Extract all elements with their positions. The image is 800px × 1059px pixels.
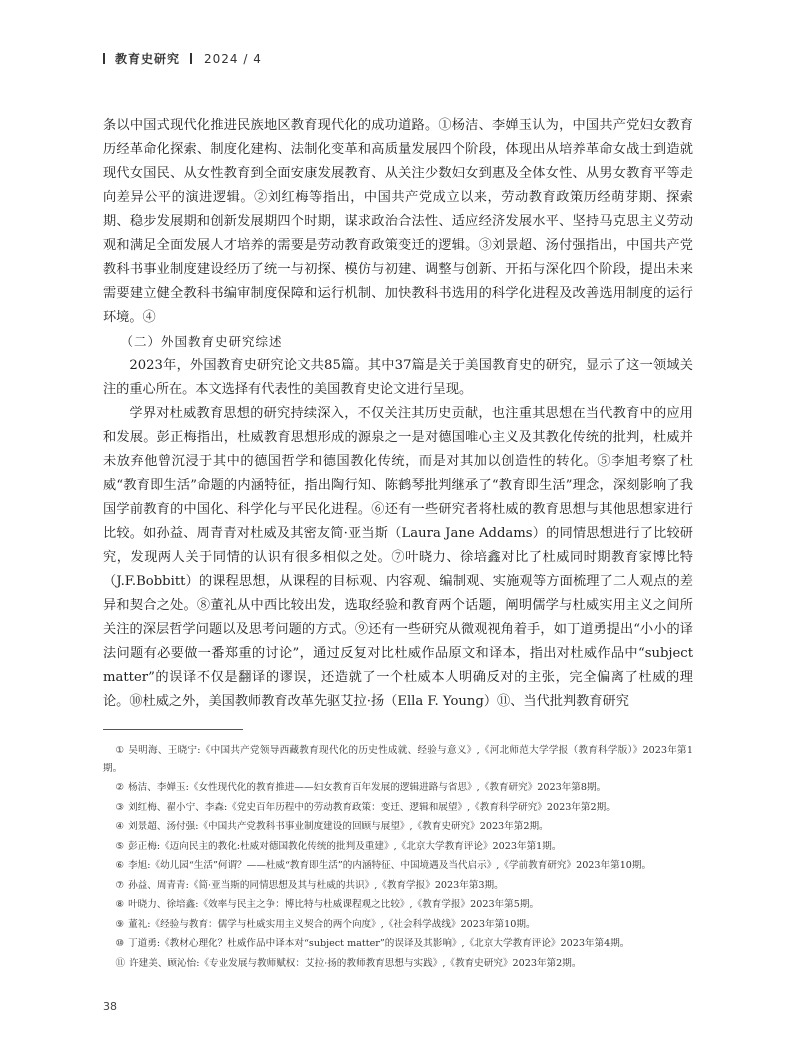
footnote-number: ② xyxy=(115,782,125,793)
footnote xyxy=(103,955,693,973)
footnote-number: ⑨ xyxy=(115,918,125,930)
footnote xyxy=(103,742,693,777)
page-number: 38 xyxy=(103,1000,117,1013)
footnote xyxy=(103,818,693,836)
paragraph-continued: 条以中国式现代化推进民族地区教育现代化的成功道路。①杨洁、李婵玉认为，中国共产党妇女教育历经革命化探索、制度化建构、法制化变革和高质量发展四个阶段，体现出从培养革命女战士到造就现代女国民、从女性教育到全面安康发展教育、从关注少数妇女到惠及全体女性、从男女教育平等走向差异公平的演进逻辑。②刘红梅等指出，中国共产党成立以来，劳动教育政策历经萌芽期、探索期、稳步发展期和创新发展期四个时期，谋求政治合法性、适应经济发展水平、坚持马克思主义劳动观和满足全面发展人才培养的需要是劳动教育政策变迁的逻辑。③刘景超、汤付强指出，中国共产党教科书事业制度建设经历了统一与初探、模仿与初建、调整与创新、开拓与深化四个阶段，提出未来需要建立健全教科书编审制度保障和运行机制、加快教科书选用的科学化进程及改善选用制度的运行环境。④ xyxy=(103,118,693,325)
footnote-number: ⑧ xyxy=(115,899,125,910)
paragraph: 学界对杜威教育思想的研究持续深入，不仅关注其历史贡献，也注重其思想在当代教育中的应用和发展。彭正梅指出，杜威教育思想形成的源泉之一是对德国唯心主义及其教化传统的批判，杜威并未放弃他曾沉浸于其中的德国哲学和德国教化传统，而是对其加以创造性的转化。⑤李旭考察了杜威“教育即生活”命题的内涵特征，指出陶行知、陈鹤琴批判继承了“教育即生活”理念，深刻影响了我国学前教育的中国化、科学化与平民化进程。⑥还有一些研究者将杜威的教育思想与其他思想家进行比较。如孙益、周青青对杜威及其密友简·亚当斯（Laura Jane Addams）的同情思想进行了比较研究，发现两人关于同情的认识有很多相似之处。⑦叶晓力、徐培鑫对比了杜威同时期教育家博比特（J.F.Bobbitt）的课程思想，从课程的目标观、内容观、编制观、实施观等方面梳理了二人观点的差异和契合之处。⑧董礼从中西比较出发，选取经验和教育两个话题，阐明儒学与杜威实用主义之间所关注的深层哲学问题以及思考问题的方式。⑨还有一些研究从微观视角着手，如丁道勇提出“小小的译法问题有必要做一番郑重的讨论”，通过反复对比杜威作品原文和译本，指出对杜威作品中“subject matter”的误译不仅是翻译的谬误，还造就了一个杜威本人明确反对的主张，完全偏离了杜威的理论。⑩杜威之外，美国教师教育改革先驱艾拉·扬（Ella F. Young）⑪、当代批判教育研究 xyxy=(103,406,693,709)
footnote-number: ⑪ xyxy=(115,957,126,969)
paragraph: 2023年，外国教育史研究论文共85篇。其中37篇是关于美国教育史的研究，显示了这一领域关注的重心所在。本文选择有代表性的美国教育史论文进行呈现。 xyxy=(103,358,693,397)
footnote xyxy=(103,838,693,856)
footnote xyxy=(103,877,693,895)
footnote-text: 李旭:《幼儿园“生活”何谓？——杜威“教育即生活”的内涵特征、中国境遇及当代启示》,《学前教育研究》2023年第10期。 xyxy=(128,860,652,871)
footnote-number: ① xyxy=(115,745,125,756)
footnote-text: 叶晓力、徐培鑫:《效率与民主之争：博比特与杜威课程观之比较》,《教育学报》2023年第5期。 xyxy=(128,899,540,910)
section-heading: （二）外国教育史研究综述 xyxy=(120,334,283,349)
footnote-text: 董礼:《经验与教育：儒学与杜威实用主义契合的两个向度》,《社会科学战线》2023年第10期。 xyxy=(128,918,536,930)
footnote-text: 杨洁、李婵玉:《女性现代化的教育推进——妇女教育百年发展的逻辑进路与省思》,《教育研究》2023年第8期。 xyxy=(128,782,607,793)
footnote xyxy=(103,916,693,934)
footnotes xyxy=(103,742,693,974)
footnote-text: 丁道勇:《教材心理化？杜威作品中译本对“subject matter”的误译及其影响》,《北京大学教育评论》2023年第4期。 xyxy=(128,938,630,949)
footnote-number: ⑩ xyxy=(115,938,125,949)
footnote xyxy=(103,896,693,914)
footnote-number: ④ xyxy=(115,821,125,832)
body-text xyxy=(103,114,693,714)
footnote-divider xyxy=(103,729,243,730)
footnote-number: ⑦ xyxy=(115,879,125,891)
footnote-text: 刘景超、汤付强:《中国共产党教科书事业制度建设的回顾与展望》,《教育史研究》2023年第2期。 xyxy=(128,821,549,832)
footnote-text: 刘红梅、翟小宁、李森:《党史百年历程中的劳动教育政策：变迁、逻辑和展望》,《教育科学研究》2023年第2期。 xyxy=(128,801,616,813)
footnote xyxy=(103,779,693,797)
footnote xyxy=(103,799,693,817)
footnote-text: 孙益、周青青:《简·亚当斯的同情思想及其与杜威的共识》,《教育学报》2023年第3期。 xyxy=(128,879,504,891)
header-bar-right xyxy=(190,53,192,64)
footnote-text: 吴明海、王晓宁:《中国共产党领导西藏教育现代化的历史性成就、经验与意义》,《河北师范大学学报（教育科学版）》2023年第1期。 xyxy=(103,745,693,774)
footnote xyxy=(103,935,693,953)
footnote-number: ⑥ xyxy=(115,860,125,871)
footnote-text: 彭正梅:《迈向民主的教化:杜威对德国教化传统的批判及重建》,《北京大学教育评论》2023年第1期。 xyxy=(128,840,562,852)
journal-title: 教育史研究 xyxy=(115,52,181,66)
footnote-number: ⑤ xyxy=(115,840,125,852)
header-bar-left xyxy=(103,53,105,64)
footnote xyxy=(103,857,693,875)
footnote-text: 许建美、顾沁怡:《专业发展与教师赋权：艾拉·扬的教师教育思想与实践》,《教育史研究》2023年第2期。 xyxy=(129,957,582,969)
running-header xyxy=(103,50,262,67)
footnote-number: ③ xyxy=(115,801,125,813)
issue-number: 2024 / 4 xyxy=(204,51,262,66)
